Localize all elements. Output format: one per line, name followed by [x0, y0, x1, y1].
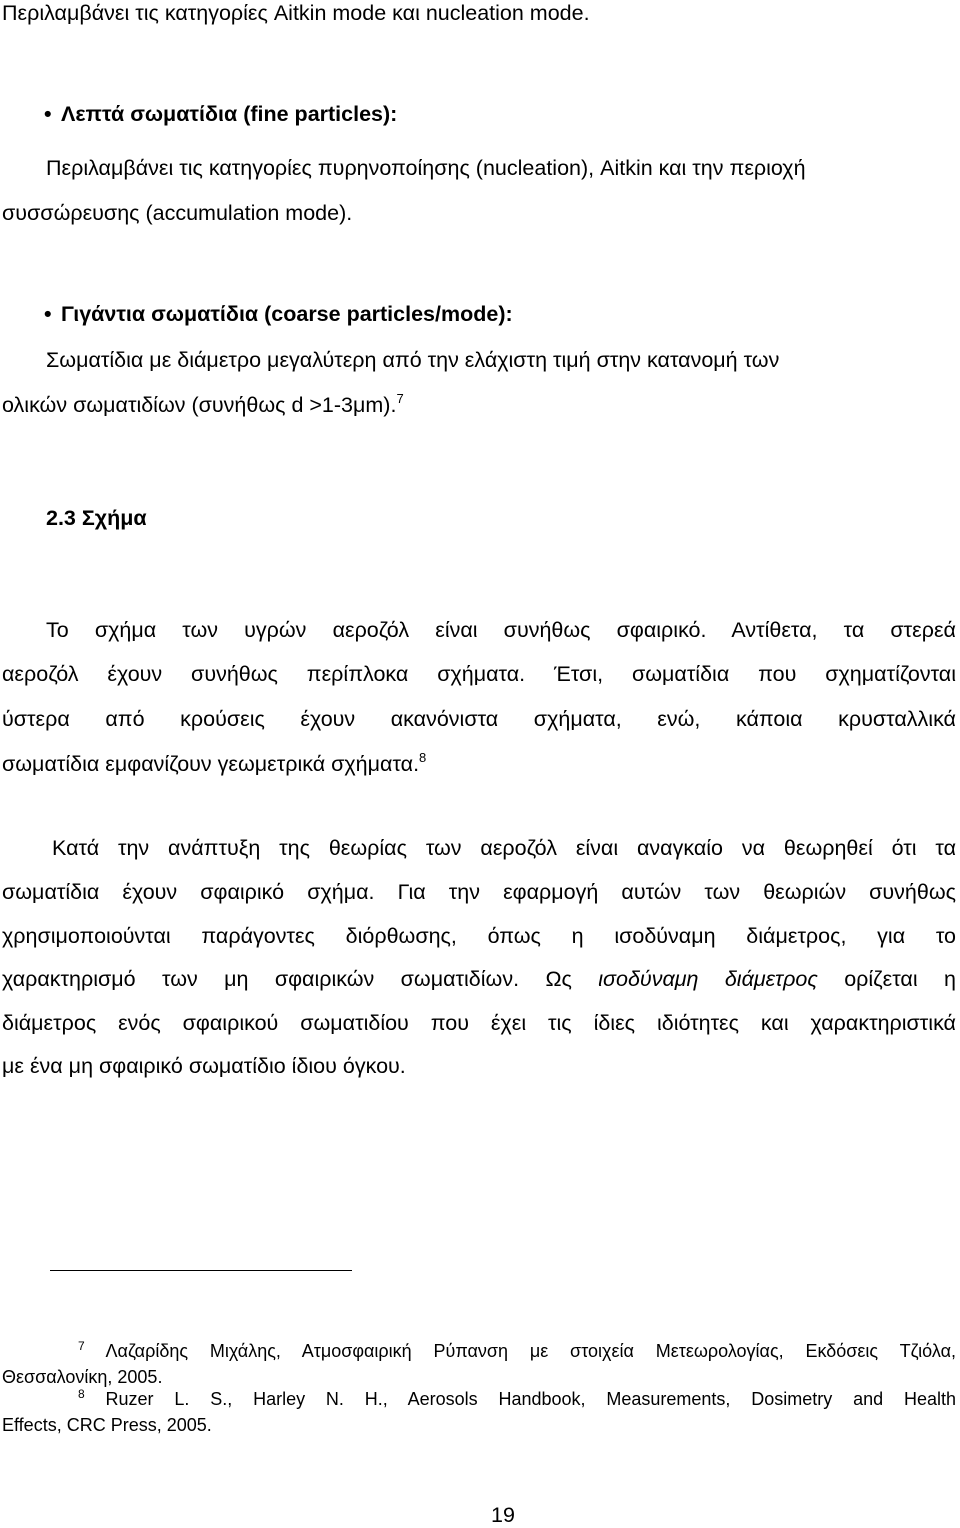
paragraph-1-line-1: Το σχήμα των υγρών αεροζόλ είναι συνήθως σφαιρικό. Αντίθετα, τα στερεά	[46, 618, 956, 642]
bullet-icon: •	[44, 102, 52, 126]
paragraph-2-line-5: διάμετρος ενός σφαιρικού σωματιδίου που έχει τις ίδιες ιδιότητες και χαρακτηριστικά	[2, 1011, 956, 1035]
bullet-icon: •	[44, 302, 52, 326]
paragraph-1-line-3: ύστερα από κρούσεις έχουν ακανόνιστα σχήματα, ενώ, κάποια κρυσταλλικά	[2, 707, 956, 731]
paragraph-2-line-2: σωματίδια έχουν σφαιρικό σχήμα. Για την εφαρμογή αυτών των θεωριών συνήθως	[2, 880, 956, 904]
coarse-particles-line-2: ολικών σωματιδίων (συνήθως d >1-3μm).$^7$	[2, 391, 404, 417]
paragraph-1-line-2: αεροζόλ έχουν συνήθως περίπλοκα σχήματα. Έτσι, σωματίδια που σχηματίζονται	[2, 662, 956, 686]
fine-particles-heading: • Λεπτά σωματίδια (fine particles):	[44, 102, 398, 126]
footnote-7-line-2: Θεσσαλονίκη, 2005.	[2, 1367, 163, 1387]
intro-line: Περιλαμβάνει τις κατηγορίες Aitkin mode και nucleation mode.	[2, 1, 590, 25]
fine-particles-line-2: συσσώρευσης (accumulation mode).	[2, 201, 353, 225]
footnote-number-7: 7	[78, 1339, 85, 1353]
paragraph-1-line-4: σωματίδια εμφανίζουν γεωμετρικά σχήματα.$^8$	[2, 750, 427, 776]
paragraph-2-line-4: χαρακτηρισμό των μη σφαιρικών σωματιδίων. Ως ισοδύναμη διάμετρος ορίζεται η	[2, 967, 956, 991]
footnote-8-line-1: $^8$ Ruzer L. S., Harley N. H., Aerosols Handbook, Measurements, Dosimetry and Health	[78, 1387, 956, 1409]
paragraph-2-line-6: με ένα μη σφαιρικό σωματίδιο ίδιου όγκου.	[2, 1054, 406, 1078]
footnote-number-8: 8	[78, 1387, 85, 1401]
fine-particles-line-1: Περιλαμβάνει τις κατηγορίες πυρηνοποίησης (nucleation), Aitkin και την περιοχή	[46, 156, 806, 180]
section-heading: 2.3 Σχήμα	[46, 506, 147, 530]
paragraph-2-line-1: Κατά την ανάπτυξη της θεωρίας των αεροζόλ είναι αναγκαίο να θεωρηθεί ότι τα	[52, 836, 956, 860]
paragraph-2-line-3: χρησιμοποιούνται παράγοντες διόρθωσης, όπως η ισοδύναμη διάμετρος, για το	[2, 924, 956, 948]
coarse-particles-line-1: Σωματίδια με διάμετρο μεγαλύτερη από την ελάχιστη τιμή στην κατανομή των	[46, 348, 780, 372]
footnote-7-line-1: $^7$ Λαζαρίδης Μιχάλης, Ατμοσφαιρική Ρύπανση με στοιχεία Μετεωρολογίας, Εκδόσεις Τζιόλα,	[78, 1339, 956, 1361]
footnote-separator	[50, 1270, 352, 1271]
equivalent-diameter-term: ισοδύναμη διάμετρος	[598, 967, 818, 991]
footnote-ref-8: 8	[419, 750, 427, 765]
footnote-8-line-2: Effects, CRC Press, 2005.	[2, 1415, 212, 1435]
coarse-particles-heading: • Γιγάντια σωματίδια (coarse particles/mode):	[44, 302, 513, 326]
page-number: 19	[491, 1503, 515, 1527]
footnote-ref-7: 7	[396, 391, 404, 406]
